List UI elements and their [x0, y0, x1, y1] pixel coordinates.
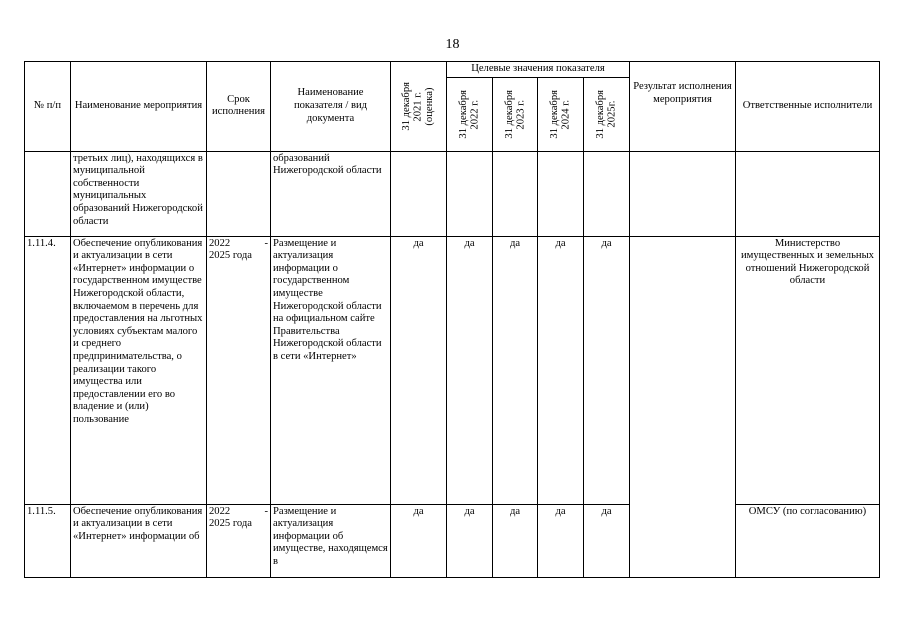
- cell-2022: [447, 151, 493, 236]
- header-result-label: Результат исполнения мероприятия: [633, 81, 732, 105]
- header-2021: [391, 62, 447, 152]
- cell-2021: да: [391, 504, 447, 577]
- cell-responsible: [736, 151, 880, 236]
- table-row: [25, 236, 880, 504]
- deadline-from: 2022: [209, 237, 231, 249]
- cell-2021: да: [391, 236, 447, 504]
- cell-2025: [584, 151, 630, 236]
- measures-table: [24, 61, 880, 578]
- cell-responsible: Министерство имущественных и земельных отношений Нижегородской области: [736, 236, 880, 504]
- cell-2023: [493, 151, 538, 236]
- header-target-values: Целевые значения показателя: [447, 62, 630, 78]
- cell-2023: да: [493, 236, 538, 504]
- header-2024: [538, 77, 584, 151]
- header-2023: [493, 77, 538, 151]
- header-deadline: Срок исполнения: [207, 62, 271, 152]
- header-indicator: Наименование показателя / вид документа: [271, 62, 391, 152]
- cell-2022: да: [447, 504, 493, 577]
- deadline-from: 2022: [209, 505, 231, 517]
- header-2025-line1: 31 декабря: [595, 89, 606, 139]
- cell-measure-name: Обеспечение опубликования и актуализации в сети «Интернет» информации об: [71, 504, 207, 577]
- cell-2024: да: [538, 504, 584, 577]
- cell-indicator: Размещение и актуализация информации о государственном имуществе Нижегородской области на официальном сайте Правительства Нижегородской области в сети «Интернет»: [271, 236, 391, 504]
- cell-num: 1.11.5.: [25, 504, 71, 577]
- cell-2025: да: [584, 236, 630, 504]
- page-number: 18: [445, 37, 460, 52]
- header-2022-line1: 31 декабря: [458, 89, 469, 139]
- cell-2023: да: [493, 504, 538, 577]
- header-2024-line1: 31 декабря: [549, 89, 560, 139]
- header-2021-line1: 31 декабря: [401, 82, 413, 131]
- table-row: [25, 151, 880, 236]
- cell-num: [25, 151, 71, 236]
- cell-deadline: [207, 151, 271, 236]
- deadline-to: 2025 года: [209, 250, 253, 262]
- header-measure-name: Наименование мероприятия: [71, 62, 207, 152]
- cell-2024: да: [538, 236, 584, 504]
- cell-2022: да: [447, 236, 493, 504]
- cell-result: [630, 151, 736, 236]
- cell-2021: [391, 151, 447, 236]
- deadline-to: 2025 года: [209, 518, 253, 530]
- cell-indicator: Размещение и актуализация информации об имуществе, находящемся в: [271, 504, 391, 577]
- header-2024-line2: 2024 г.: [560, 99, 572, 129]
- cell-deadline: [207, 504, 271, 577]
- header-2021-line3: (оценка): [424, 87, 436, 126]
- header-2022-line2: 2022 г.: [469, 99, 481, 129]
- cell-num: 1.11.4.: [25, 236, 71, 504]
- cell-indicator: образований Нижегородской области: [271, 151, 391, 236]
- header-2022: [447, 77, 493, 151]
- header-num: № п/п: [25, 62, 71, 152]
- cell-2024: [538, 151, 584, 236]
- cell-measure-name: Обеспечение опубликования и актуализации в сети «Интернет» информации о государственном имуществе Нижегородской области, включаемом в перечень для предоставления на льготных условиях субъектам малого и среднего предпринимательства, о реализации такого имущества или предоставлении его во владение и (или) пользование: [71, 236, 207, 504]
- cell-2025: да: [584, 504, 630, 577]
- deadline-dash: -: [264, 505, 268, 517]
- deadline-dash: -: [264, 237, 268, 249]
- header-2025-line2: 2025г.: [606, 100, 618, 128]
- header-2023-line1: 31 декабря: [503, 89, 515, 139]
- header-2023-line2: 2023 г.: [515, 99, 526, 129]
- cell-measure-name: третьих лиц), находящихся в муниципальной собственности муниципальных образований Нижегородской области: [71, 151, 207, 236]
- cell-deadline: [207, 236, 271, 504]
- cell-responsible: ОМСУ (по согласованию): [736, 504, 880, 577]
- header-row-1: [25, 62, 880, 78]
- cell-result: [630, 236, 736, 577]
- header-result: [630, 62, 736, 152]
- table-row: [25, 504, 880, 577]
- header-2021-line2: 2021 г.: [412, 91, 424, 122]
- header-responsible: Ответственные исполнители: [736, 62, 880, 152]
- header-2025: [584, 77, 630, 151]
